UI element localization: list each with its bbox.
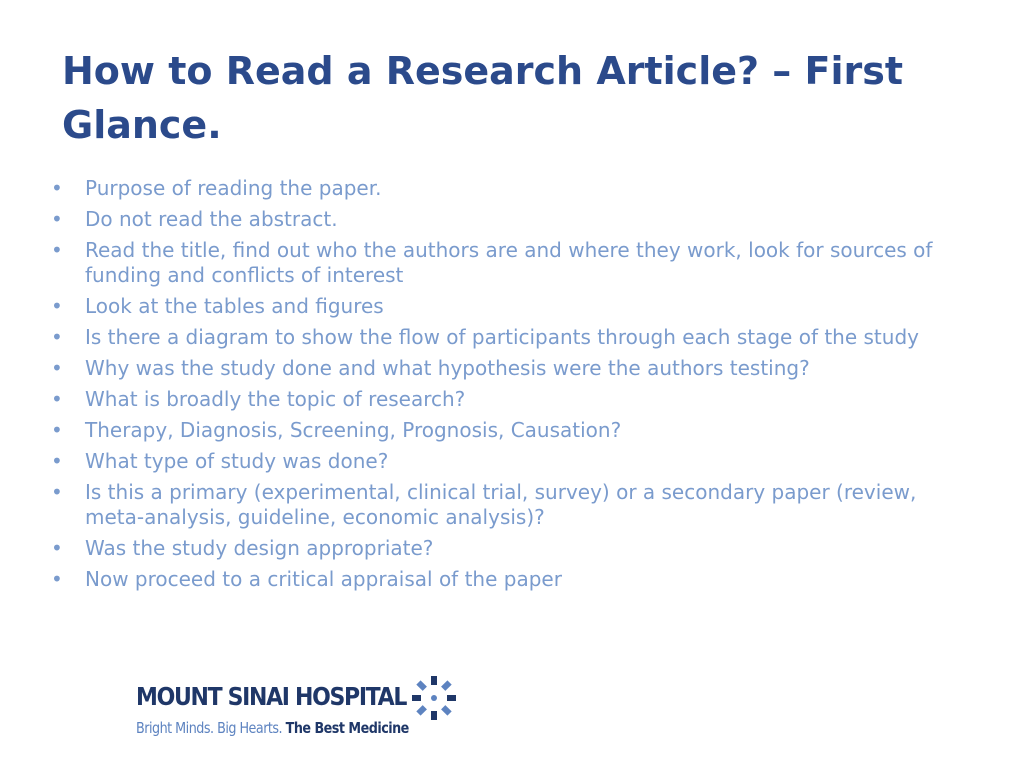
bullet-marker: • [51, 536, 63, 560]
bullet-text: Therapy, Diagnosis, Screening, Prognosis, Causation? [85, 418, 622, 442]
bullet-text: What type of study was done? [85, 449, 389, 473]
list-item [48, 567, 968, 592]
bullet-text: Why was the study done and what hypothesis were the authors testing? [85, 356, 810, 380]
slide-title: How to Read a Research Article? – First Glance. [62, 49, 904, 147]
logo-tagline-part2: The Best Medicine [285, 719, 409, 737]
bullet-text: Look at the tables and figures [85, 294, 384, 318]
bullet-text: Is there a diagram to show the flow of participants through each stage of the study [85, 325, 919, 349]
logo-tagline-part1: Bright Minds. Big Hearts. [136, 719, 283, 737]
bullet-text: Read the title, find out who the authors are and where they work, look for sources of funding and conflicts of interest [85, 238, 933, 287]
bullet-text: Was the study design appropriate? [85, 536, 434, 560]
bullet-marker: • [51, 294, 63, 318]
bullet-text: Now proceed to a critical appraisal of the paper [85, 567, 562, 591]
bullet-marker: • [51, 207, 63, 231]
list-item [48, 294, 968, 319]
bullet-marker: • [51, 418, 63, 442]
list-item [48, 356, 968, 381]
bullet-marker: • [51, 176, 63, 200]
bullet-marker: • [51, 325, 63, 349]
bullet-marker: • [51, 238, 63, 262]
bullet-marker: • [51, 356, 63, 380]
bullet-text: Is this a primary (experimental, clinical trial, survey) or a secondary paper (review, meta-analysis, guideline, economic analysis)? [85, 480, 917, 529]
bullet-text: Purpose of reading the paper. [85, 176, 382, 200]
bullet-text: What is broadly the topic of research? [85, 387, 466, 411]
list-item [48, 480, 968, 530]
bullet-marker: • [51, 567, 63, 591]
list-item [48, 449, 968, 474]
bullet-text: Do not read the abstract. [85, 207, 338, 231]
bullet-list [48, 176, 968, 598]
list-item [48, 238, 968, 288]
logo-name: MOUNT SINAI HOSPITAL [136, 682, 407, 711]
list-item [48, 207, 968, 232]
list-item [48, 536, 968, 561]
list-item [48, 418, 968, 443]
star-burst-icon [408, 672, 460, 724]
hospital-logo [136, 672, 466, 744]
list-item [48, 325, 968, 350]
bullet-marker: • [51, 449, 63, 473]
list-item [48, 176, 968, 201]
bullet-marker: • [51, 387, 63, 411]
list-item [48, 387, 968, 412]
logo-tagline [136, 719, 409, 737]
bullet-marker: • [51, 480, 63, 504]
